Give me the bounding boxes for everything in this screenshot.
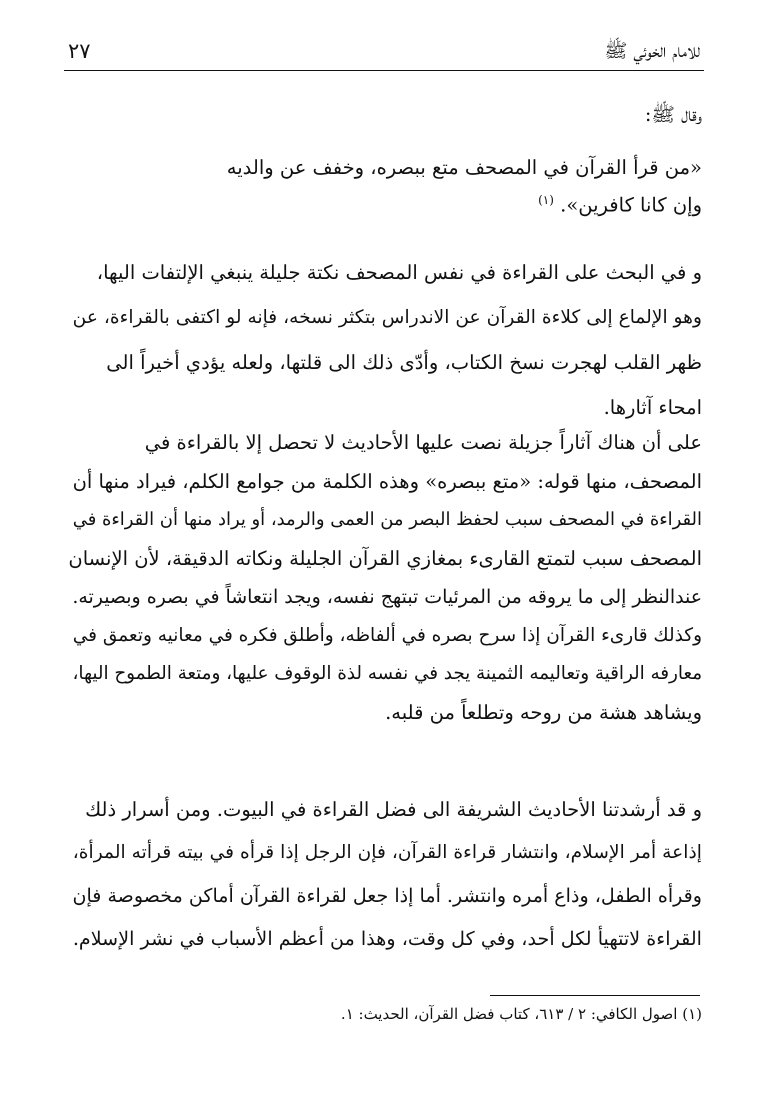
text-line: المصحف سبب لتمتع القارىء بمغازي القرآن الجليلة ونكاته الدقيقة، لأن الإنسان <box>68 546 702 570</box>
text-line: ظهر القلب لهجرت نسخ الكتاب، وأدّى ذلك الى قلتها، ولعله يؤدي أخيراً الى <box>106 351 702 374</box>
text-line: معارفه الراقية وتعاليمه الثمينة يجد في نفسه لذة الوقوف عليها، ومتعة الطموح اليها، <box>72 663 702 684</box>
text-line: و في البحث على القراءة في نفس المصحف نكتة جليلة ينبغي الإلتفات اليها، <box>96 261 702 284</box>
text-line: القراءة لاتتهيأ لكل أحد، وفي كل وقت، وهذا من أعظم الأسباب في نشر الإسلام. <box>72 927 702 950</box>
text-line: المصحف، منها قوله: «متع ببصره» وهذه الكلمة من جوامع الكلم، فيراد منها أن <box>72 469 702 493</box>
text-line: القراءة في المصحف سبب لحفظ البصر من العمى والرمد، أو يراد منها أن القراءة في <box>72 509 702 530</box>
text-line: عندالنظر إلى ما يروقه من المرئيات تبتهج نفسه، ويجد انتعاشاً في بصره وبصيرته. <box>72 586 702 608</box>
hadith-quote <box>66 152 702 222</box>
text-line: إذاعة أمر الإسلام، وانتشار قراءة القرآن، فإن الرجل إذا قرأه في بيته قرأته المرأة، <box>72 842 702 863</box>
page-number: ٢٧ <box>68 39 91 63</box>
text-line: «من قرأ القرآن في المصحف متع ببصره، وخفف عن والديه <box>226 156 702 179</box>
paragraph-2 <box>66 424 702 732</box>
text-line: ويشاهد هشة من روحه وتطلعاً من قلبه. <box>385 700 702 724</box>
text-line: وكذلك قارىء القرآن إذا سرح بصره في ألفاظه، وأطلق فكره في معانيه وتعمق في <box>72 624 702 646</box>
text-line <box>66 184 702 222</box>
page-header <box>64 34 704 71</box>
text-line: وقال ﷺ: <box>644 103 702 126</box>
quote-end: وإن كانا كافرين». <box>560 193 702 217</box>
text-line: وقرأه الطفل، وذاع أمره وانتشر. أما إذا جعل لقراءة القرآن أماكن مخصوصة فإن <box>72 884 702 907</box>
footnote-divider <box>490 995 700 996</box>
paragraph-3 <box>66 788 702 960</box>
text-line: وهو الإلماع إلى كلاءة القرآن عن الاندراس بتكثر نسخه، فإنه لو اكتفى بالقراءة، عن <box>72 307 702 328</box>
paragraph-1 <box>66 250 702 430</box>
footnote: (١) اصول الكافي: ٢ / ٦١٣، كتاب فضل القرآن، الحديث: ١. <box>340 1005 702 1023</box>
footnote-reference: (١) <box>538 193 554 207</box>
running-title: للامام الخوئي ﷺ <box>604 40 700 62</box>
intro-line <box>66 100 702 130</box>
text-line: و قد أرشدتنا الأحاديث الشريفة الى فضل القراءة في البيوت. ومن أسرار ذلك <box>85 798 702 821</box>
text-line: امحاء آثارها. <box>603 396 702 419</box>
text-line: على أن هناك آثاراً جزيلة نصت عليها الأحاديث لا تحصل إلا بالقراءة في <box>144 431 702 454</box>
